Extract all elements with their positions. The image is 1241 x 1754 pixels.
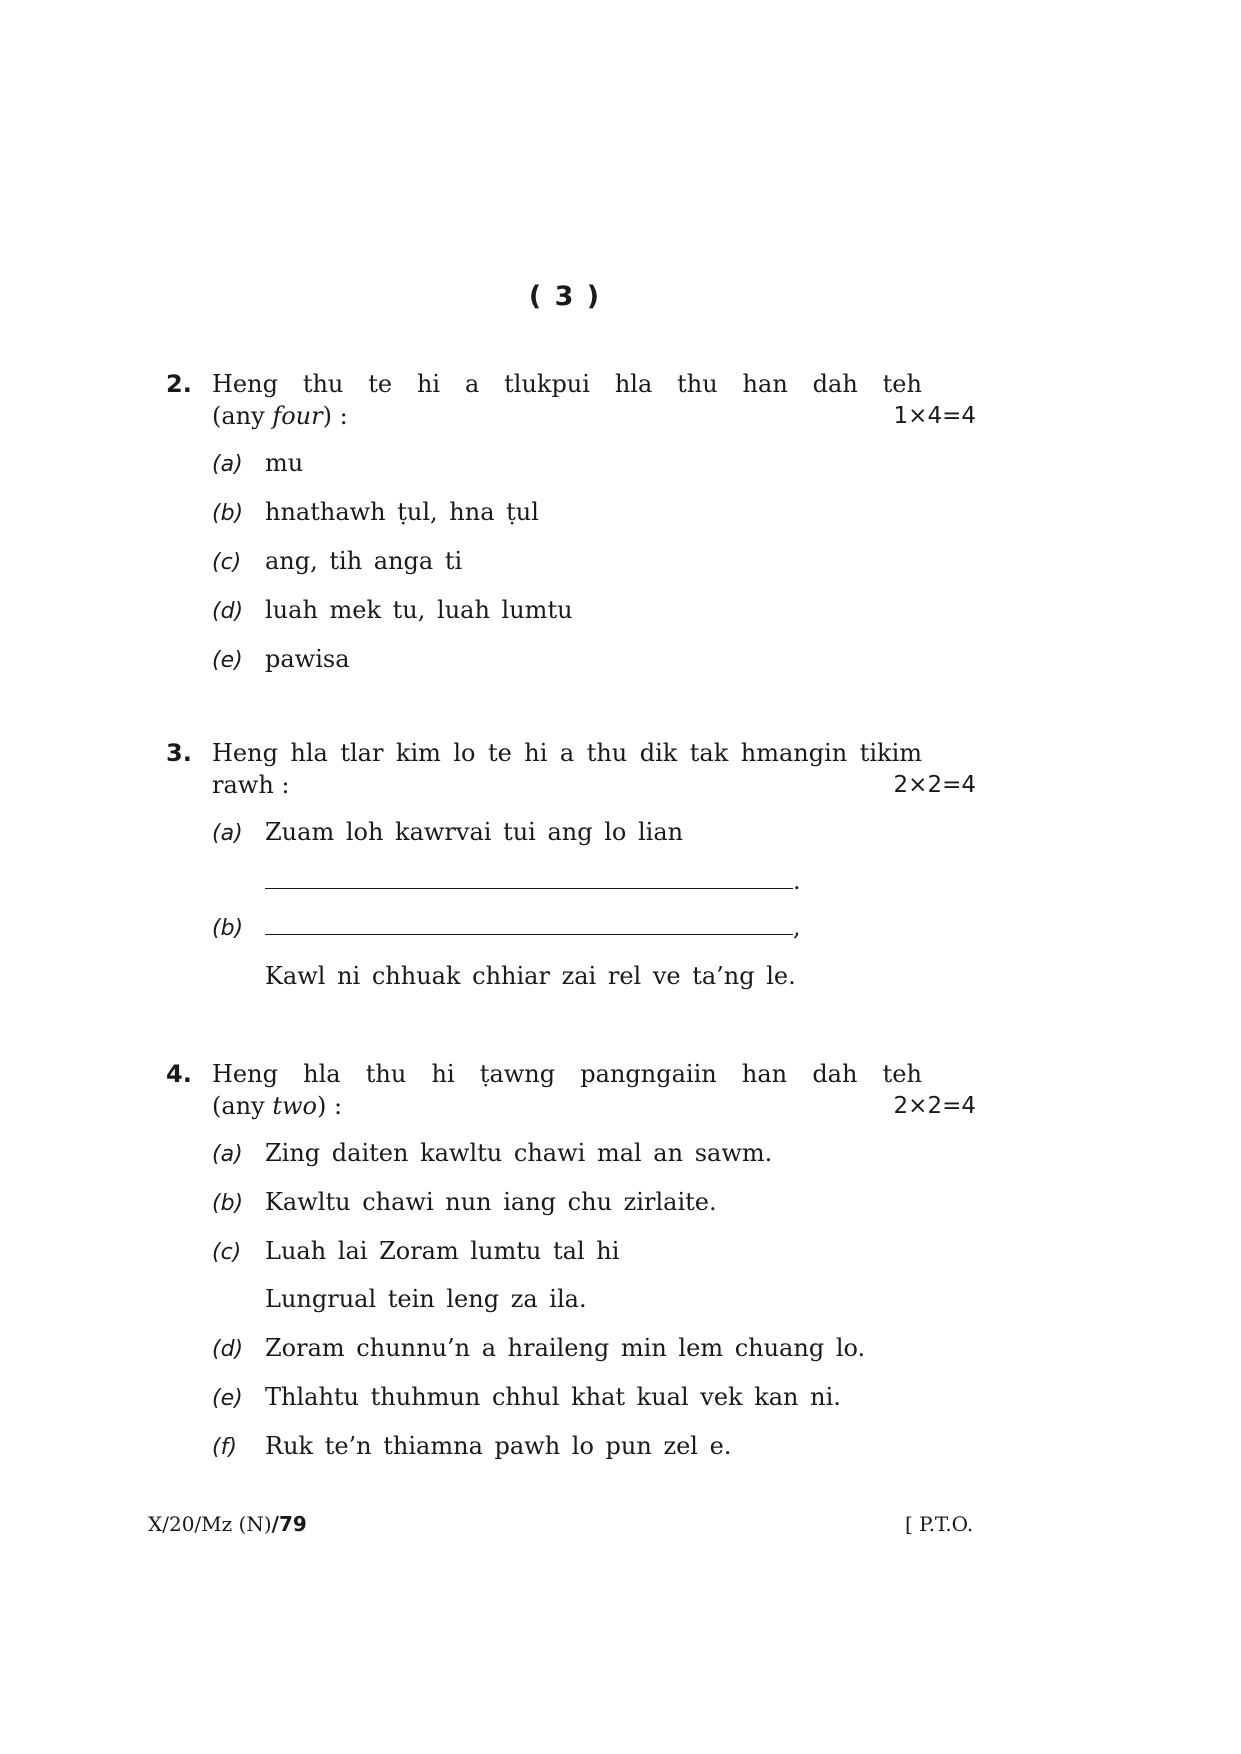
word: thu	[677, 370, 718, 398]
word: hla	[614, 370, 653, 398]
option-a	[212, 447, 972, 481]
paper-code-number: /79	[271, 1512, 307, 1536]
option-text: Lungrual tein leng za ila.	[265, 1285, 587, 1313]
answer-blank-a[interactable]	[212, 865, 1025, 897]
word: lo	[453, 739, 476, 767]
word: a	[464, 370, 480, 398]
word: dah	[812, 1060, 858, 1088]
option-text: Ruk te’n thiamna pawh lo pun zel e.	[265, 1432, 732, 1460]
option-a	[212, 816, 972, 850]
word: tlukpui	[504, 370, 590, 398]
question-line-2	[212, 400, 976, 432]
page-number: ( 3 )	[528, 281, 602, 312]
word: thu	[302, 370, 344, 398]
word: kim	[395, 739, 441, 767]
option-text: ang, tih anga ti	[265, 547, 463, 575]
option-b-continuation	[212, 960, 1025, 992]
question-line-2	[212, 1090, 976, 1122]
question-text	[212, 1058, 976, 1122]
option-f	[212, 1430, 972, 1464]
word: a	[559, 739, 575, 767]
punctuation: ,	[793, 913, 801, 941]
paper-code	[148, 1512, 307, 1536]
word: Heng	[212, 739, 278, 767]
word: han	[742, 370, 788, 398]
option-label: (c)	[212, 1240, 242, 1265]
question-scope: (any four) :	[212, 402, 348, 430]
question-line-2	[212, 769, 976, 801]
option-label: (d)	[212, 1337, 244, 1362]
option-a	[212, 1137, 972, 1171]
word: hi	[524, 739, 548, 767]
marks: 2×2=4	[893, 1093, 976, 1119]
word: dik	[639, 739, 678, 767]
answer-blank-line[interactable]	[265, 866, 793, 889]
word: hla	[303, 1060, 341, 1088]
option-label: (b)	[212, 1191, 244, 1216]
paper-code-prefix: X/20/Mz (N)	[148, 1512, 272, 1536]
option-text: Luah lai Zoram lumtu tal hi	[265, 1237, 620, 1265]
word: hmangin	[740, 739, 848, 767]
option-c	[212, 1235, 972, 1269]
option-text: hnathawh ṭul, hna ṭul	[265, 498, 539, 526]
word: tikim	[859, 739, 922, 767]
question-line-1	[212, 737, 922, 769]
option-c-continuation	[212, 1283, 1025, 1315]
option-label: (f)	[212, 1435, 237, 1460]
option-text: Zoram chunnu’n a hraileng min lem chuang lo.	[265, 1334, 866, 1362]
option-b	[212, 1186, 972, 1220]
option-text: Thlahtu thuhmun chhul khat kual vek kan ni.	[265, 1383, 841, 1411]
option-text: Kawl ni chhuak chhiar zai rel ve ta’ng le.	[265, 962, 796, 990]
marks: 1×4=4	[893, 403, 976, 429]
answer-blank-line[interactable]	[265, 912, 793, 935]
option-b	[212, 911, 972, 945]
option-c	[212, 545, 972, 579]
option-text: Zuam loh kawrvai tui ang lo lian	[265, 818, 684, 846]
option-text: Zing daiten kawltu chawi mal an sawm.	[265, 1139, 773, 1167]
marks: 2×2=4	[893, 772, 976, 798]
word: ṭawng	[479, 1060, 556, 1088]
question-line-1	[212, 368, 922, 400]
option-label: (d)	[212, 599, 244, 624]
option-label: (e)	[212, 1386, 243, 1411]
punctuation: .	[793, 867, 801, 895]
option-label: (a)	[212, 1142, 243, 1167]
word: dah	[812, 370, 858, 398]
word: tak	[689, 739, 729, 767]
option-label: (c)	[212, 550, 242, 575]
word: Heng	[212, 1060, 278, 1088]
word: te	[487, 739, 512, 767]
question-scope: rawh :	[212, 771, 290, 799]
word: teh	[882, 1060, 922, 1088]
question-text	[212, 737, 976, 801]
word: thu	[365, 1060, 407, 1088]
option-text: mu	[265, 449, 304, 477]
word: hi	[416, 370, 441, 398]
option-e	[212, 643, 972, 677]
option-d	[212, 1332, 972, 1366]
word: te	[368, 370, 393, 398]
option-text: pawisa	[265, 645, 350, 673]
question-number: 4.	[166, 1060, 192, 1088]
word: han	[741, 1060, 788, 1088]
question-text	[212, 368, 976, 432]
option-text: Kawltu chawi nun iang chu zirlaite.	[265, 1188, 717, 1216]
option-text: luah mek tu, luah lumtu	[265, 596, 573, 624]
word: hla	[290, 739, 328, 767]
option-label: (a)	[212, 452, 243, 477]
word: tlar	[340, 739, 384, 767]
question-line-1	[212, 1058, 922, 1090]
question-number: 3.	[166, 739, 192, 767]
option-e	[212, 1381, 972, 1415]
option-label: (e)	[212, 648, 243, 673]
word: pangngaiin	[580, 1060, 717, 1088]
option-d	[212, 594, 972, 628]
option-label: (b)	[212, 501, 244, 526]
option-label: (b)	[212, 916, 244, 941]
word: hi	[431, 1060, 455, 1088]
word: Heng	[212, 370, 278, 398]
word: teh	[882, 370, 922, 398]
pto-label: [ P.T.O.	[905, 1512, 974, 1536]
option-b	[212, 496, 972, 530]
option-label: (a)	[212, 821, 243, 846]
question-number: 2.	[166, 370, 192, 398]
question-scope: (any two) :	[212, 1092, 343, 1120]
word: thu	[586, 739, 628, 767]
